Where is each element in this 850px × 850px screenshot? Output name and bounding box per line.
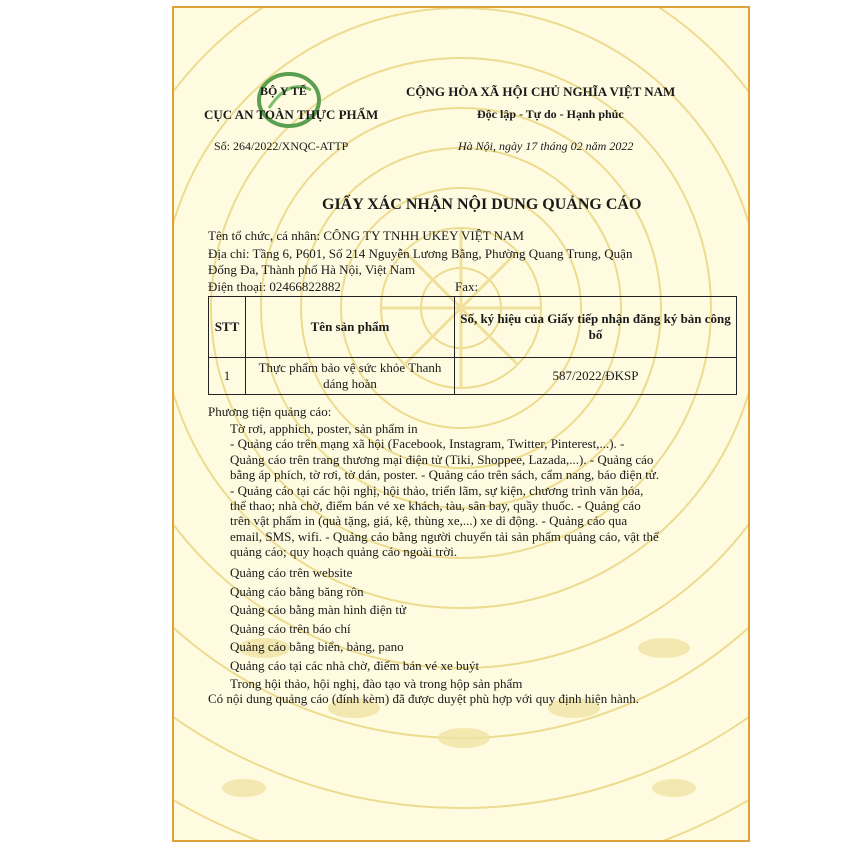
document-title: GIẤY XÁC NHẬN NỘI DUNG QUẢNG CÁO [322, 196, 642, 213]
media-heading: Phương tiện quảng cáo: [208, 404, 332, 419]
media-block-line: Quảng cáo trên trang thương mại điện tử (Tiki, Shoppee, Lazada,...). - Quảng cáo [230, 451, 654, 467]
product-table [208, 296, 737, 395]
certificate-frame [172, 6, 750, 842]
media-block-line: Tờ rơi, apphich, poster, sản phẩm in [230, 421, 418, 436]
cell-registration: 587/2022/ĐKSP [455, 358, 737, 395]
table-row [209, 358, 737, 395]
closing-statement: Có nội dung quảng cáo (đính kèm) đã được duyệt phù hợp với quy định hiện hành. [208, 691, 639, 706]
media-list [230, 564, 522, 694]
column-header-registration: Số, ký hiệu của Giấy tiếp nhận đăng ký bản công bố [455, 297, 737, 358]
ministry-name: BỘ Y TẾ [260, 84, 307, 98]
department-name: CỤC AN TOÀN THỰC PHẨM [204, 107, 379, 122]
national-motto: Độc lập - Tự do - Hạnh phúc [477, 107, 624, 121]
media-block-line: - Quảng cáo trên mạng xã hội (Facebook, Instagram, Twitter, Pinterest,...). - [230, 436, 625, 452]
list-item: Quảng cáo tại các nhà chờ, điểm bán vé xe buýt [230, 657, 480, 673]
applicant-phone: Điện thoại: 02466822882 [208, 279, 341, 294]
column-header-product: Tên sản phẩm [246, 297, 455, 358]
media-block-line: bằng áp phích, tờ rơi, tờ dán, poster. - Quảng cáo trên sách, cẩm nang, báo điện tử. [230, 467, 660, 483]
list-item: Quảng cáo trên website [230, 565, 353, 580]
media-block-line: email, SMS, wifi. - Quảng cáo bằng người chuyển tải sản phẩm quảng cáo, vật thể [230, 528, 659, 544]
media-block-line: quảng cáo; quy hoạch quảng cáo ngoài trời. [230, 544, 458, 560]
applicant-address-line2: Đống Đa, Thành phố Hà Nội, Việt Nam [208, 262, 416, 277]
cell-stt: 1 [209, 358, 246, 395]
media-block-line: - Quảng cáo tại các hội nghị, hội thảo, triển lãm, sự kiện, chương trình văn hóa, [230, 482, 644, 498]
list-item: Quảng cáo bằng biển, bảng, pano [230, 639, 404, 654]
applicant-address-line1: Địa chỉ: Tầng 6, P601, Số 214 Nguyễn Lương Bằng, Phường Quang Trung, Quận [208, 246, 633, 261]
applicant-fax: Fax: [455, 279, 479, 294]
list-item: Trong hội thảo, hội nghị, đào tạo và trong hộp sản phẩm [230, 676, 523, 691]
place-and-date: Hà Nội, ngày 17 tháng 02 năm 2022 [458, 139, 634, 153]
media-block [230, 421, 659, 560]
list-item: Quảng cáo bằng băng rôn [230, 583, 364, 599]
list-item: Quảng cáo trên báo chí [230, 620, 351, 636]
country-name: CỘNG HÒA XÃ HỘI CHỦ NGHĨA VIỆT NAM [406, 84, 676, 99]
applicant-name: Tên tổ chức, cá nhân: CÔNG TY TNHH UKEY VIỆT NAM [208, 228, 524, 243]
document-number: Số: 264/2022/XNQC-ATTP [214, 139, 349, 153]
media-block-line: trên vật phẩm in (quà tặng, giá, kệ, thùng xe,...) xe di động. - Quảng cáo qua [230, 513, 628, 529]
cell-product: Thực phẩm bảo vệ sức khỏe Thanh dáng hoàn [246, 358, 455, 395]
table-header-row [209, 297, 737, 358]
list-item: Quảng cáo bằng màn hình điện tử [230, 602, 407, 617]
column-header-stt: STT [209, 297, 246, 358]
media-block-line: thể thao; nhà chờ, điểm bán vé xe khách, tàu, sân bay, quầy thuốc. - Quảng cáo [230, 498, 641, 514]
